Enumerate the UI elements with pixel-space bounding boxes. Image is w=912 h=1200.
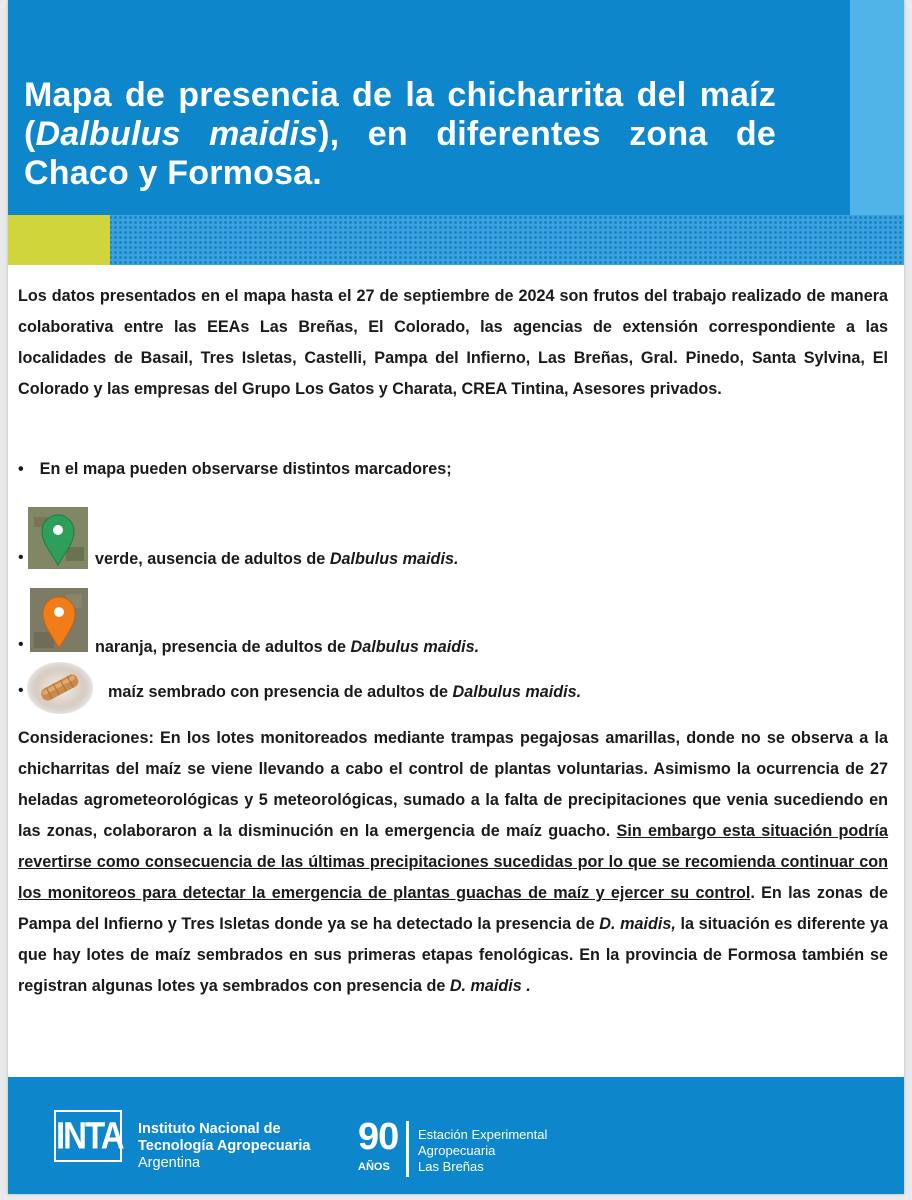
intro-paragraph: Los datos presentados en el mapa hasta el 27 de septiembre de 2024 son frutos del trabajo realizado de manera colaborativa entre las EEAs Las Breñas, El Colorado, las agencias de extensión correspondiente a las localidades de Basail, Tres Isletas, Castelli, Pampa del Infierno, Las Breñas, Gral. Pinedo, Santa Sylvina, El Colorado y las empresas del Grupo Los Gatos y Charata, CREA Tintina, Asesores privados.: [18, 287, 888, 398]
header-yellow-accent: [8, 215, 110, 265]
green-pin-icon: [28, 507, 88, 569]
document-page: [8, 0, 904, 1194]
anniversary-number: 90: [358, 1116, 399, 1158]
markers-intro: [18, 459, 452, 479]
station-line-1: Estación Experimental: [418, 1127, 548, 1142]
legend-item-orange: [95, 637, 479, 657]
considerations-text-2: . En las zonas de Pampa del Infierno y Tres Isletas donde ya se ha detectado la presencia de: [18, 884, 888, 933]
station-name: [418, 1127, 547, 1175]
legend-item-corn: [108, 682, 581, 702]
institution-line-2: Tecnología Agropecuaria: [138, 1138, 311, 1154]
legend-orange-species: Dalbulus maidis.: [350, 638, 480, 656]
institution-line-3: Argentina: [138, 1155, 201, 1171]
title-species: Dalbulus maidis: [35, 115, 319, 153]
legend-green-text: verde, ausencia de adultos de: [95, 550, 330, 568]
page-title: [24, 76, 776, 193]
bullet: •: [18, 636, 24, 653]
station-line-3: Las Breñas: [418, 1159, 484, 1174]
considerations-paragraph: [18, 723, 888, 1002]
orange-pin-icon: [30, 588, 88, 652]
anniversary-label: AÑOS: [358, 1161, 390, 1173]
inta-logo-text: INTA: [56, 1114, 123, 1157]
corn-icon: [24, 660, 96, 716]
considerations-species-1: D. maidis,: [599, 915, 676, 933]
legend-corn-species: Dalbulus maidis.: [452, 683, 582, 701]
legend-green-species: Dalbulus maidis.: [329, 550, 459, 568]
bullet: •: [18, 549, 24, 566]
legend-orange-text: naranja, presencia de adultos de: [95, 638, 351, 656]
institution-name: [138, 1121, 310, 1172]
title-text-1: Mapa de presencia de la chicharrita del maíz (: [24, 76, 776, 153]
inta-logo: [54, 1110, 122, 1162]
station-line-2: Agropecuaria: [418, 1143, 496, 1158]
bullet: •: [18, 460, 24, 478]
legend-corn-text: maíz sembrado con presencia de adultos de: [108, 683, 453, 701]
legend-item-green: [95, 549, 458, 569]
considerations-text-3: la situación es diferente ya que hay lotes de maíz sembrados en sus primeras etapas fenológicas. En la provincia de Formosa también se registran algunas lotes ya sembrados con presencia de: [18, 915, 889, 995]
footer-divider: [406, 1121, 409, 1177]
institution-line-1: Instituto Nacional de: [138, 1121, 281, 1137]
header-banner: [8, 0, 904, 265]
header-dotted-ribbon: [8, 215, 904, 265]
markers-intro-text: En el mapa pueden observarse distintos marcadores;: [39, 460, 452, 478]
considerations-text-1: Consideraciones: En los lotes monitoreados mediante trampas pegajosas amarillas, donde no se observa a la chicharritas del maíz se viene llevando a cabo el control de plantas voluntarias. Asimismo la ocurrencia de 27 heladas agrometeorológicas y 5 meteorológicas, sumado a la falta de precipitaciones que venia sucediendo en las zonas, colaboraron a la disminución en la emergencia de maíz guacho.: [18, 729, 888, 840]
considerations-species-2: D. maidis .: [449, 977, 531, 995]
footer-banner: [8, 1077, 904, 1194]
bullet: •: [18, 682, 24, 699]
title-text-2: ), en diferentes zona de Chaco y Formosa.: [24, 115, 776, 192]
considerations-underlined: Sin embargo esta situación podría revertirse como consecuencia de las últimas precipitaciones sucedidas por lo que se recomienda continuar con los monitoreos para detectar la emergencia de plantas guachas de maíz y ejercer su control: [18, 822, 888, 902]
